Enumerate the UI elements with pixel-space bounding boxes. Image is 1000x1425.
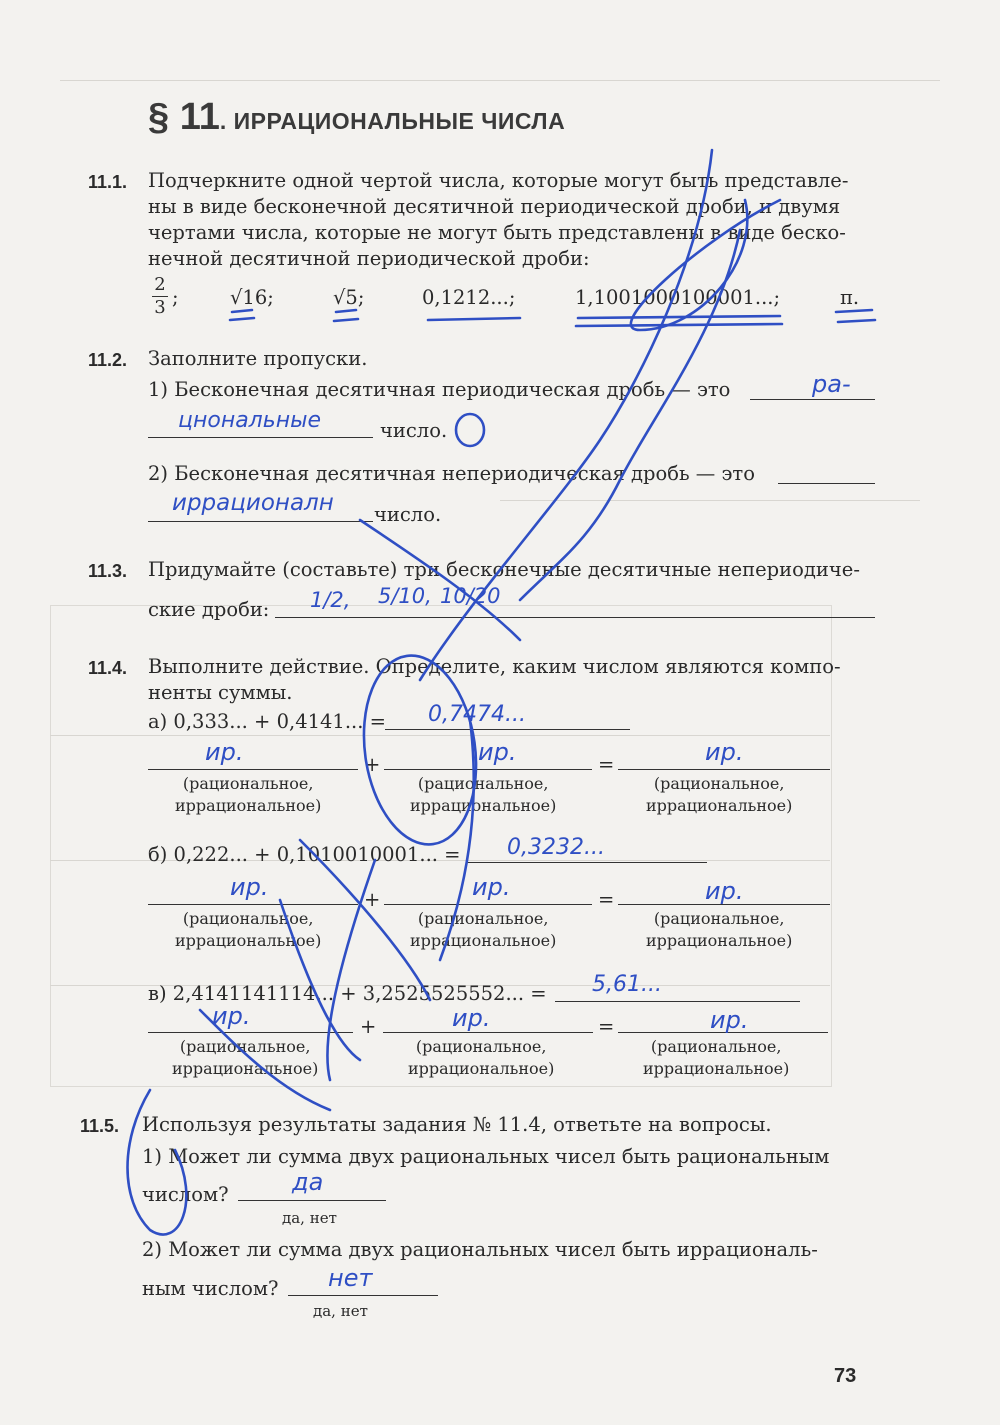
task-11-1-line: ны в виде бесконечной десятичной периодической дроби, и двумя (148, 195, 841, 218)
handwritten-answer: ир. (212, 1002, 251, 1030)
number-item: ; (172, 286, 179, 309)
task-11-2-q2: 2) Бесконечная десятичная непериодическая дробь — это (148, 462, 755, 485)
handwritten-answer: ир. (705, 877, 744, 905)
equals-sign: = (598, 888, 615, 911)
task-11-2-intro: Заполните пропуски. (148, 347, 368, 370)
handwritten-answer: 0,3232... (507, 835, 605, 860)
task-11-5-label: 11.5. (80, 1116, 120, 1136)
double-underline-mark (836, 310, 875, 322)
caption: (рациональное, иррациональное) (175, 909, 322, 950)
scribble-stroke (200, 1010, 330, 1110)
handwritten-answer: цнональные (178, 408, 321, 433)
page-number: 73 (834, 1365, 857, 1387)
handwritten-answer: ир. (472, 873, 511, 901)
task-11-4-line2: ненты суммы. (148, 681, 293, 704)
hint: да, нет (313, 1302, 368, 1320)
task-11-5-q1-line1: 1) Может ли сумма двух рациональных чисел быть рациональным (142, 1145, 830, 1168)
caption: (рациональное, иррациональное) (410, 909, 557, 950)
caption: (рациональное, иррациональное) (175, 774, 322, 815)
scribble-stroke (360, 520, 520, 640)
task-11-1-line: Подчеркните одной чертой числа, которые могут быть представле- (148, 169, 849, 192)
task-11-5-q1-line2: числом? (142, 1183, 229, 1206)
handwritten-answer: ир. (705, 738, 744, 766)
number-item: 0,1212...; (422, 286, 516, 309)
handwritten-answer: 0,7474... (428, 702, 526, 727)
task-11-4-label: 11.4. (88, 658, 128, 678)
plus-sign: + (360, 1015, 377, 1038)
handwritten-answer: 5/10, (378, 584, 432, 608)
handwritten-answer: ир. (478, 738, 517, 766)
handwritten-answer: 10/20 (440, 584, 501, 608)
caption: (рациональное, иррациональное) (172, 1037, 319, 1078)
task-11-4-c-expr: в) 2,4141141114... + 3,2525525552... = (148, 982, 547, 1005)
handwritten-answer: ир. (452, 1004, 491, 1032)
equals-sign: = (598, 1015, 615, 1038)
handwritten-answer: нет (328, 1264, 373, 1292)
number-item: √5; (333, 286, 365, 309)
plus-sign: + (364, 753, 381, 776)
number-item: π. (840, 286, 860, 309)
task-11-1-line: чертами числа, которые не могут быть представлены в виде беско- (148, 221, 846, 244)
handwritten-answer: 1/2, (310, 588, 351, 612)
task-11-4-b-expr: б) 0,222... + 0,1010010001... = (148, 843, 461, 866)
handwritten-answer: да (292, 1168, 324, 1196)
task-11-2-q1-end: число. (380, 419, 448, 442)
task-11-1-label: 11.1. (88, 172, 128, 192)
number-item: 1,1001000100001...; (575, 286, 781, 309)
plus-sign: + (364, 888, 381, 911)
double-underline-mark (230, 310, 254, 320)
scribble-stroke (520, 230, 740, 600)
scribble-stroke (280, 900, 360, 1060)
handwritten-answer: 5,61... (592, 972, 662, 997)
handwritten-answer: ир. (710, 1006, 749, 1034)
task-11-4-line1: Выполните действие. Определите, каким числом являются компо- (148, 655, 841, 678)
task-11-5-intro: Используя результаты задания № 11.4, ответьте на вопросы. (142, 1113, 772, 1136)
task-11-3-label: 11.3. (88, 561, 128, 581)
task-11-4-a-expr: а) 0,333... + 0,4141... = (148, 710, 386, 733)
circle-mark (456, 414, 484, 446)
caption: (рациональное, иррациональное) (646, 909, 793, 950)
caption: (рациональное, иррациональное) (643, 1037, 790, 1078)
task-11-3-line1: Придумайте (составьте) три бесконечные десятичные непериодиче- (148, 558, 860, 581)
scribble-stroke (128, 1090, 187, 1235)
number-item: √16; (230, 286, 274, 309)
handwritten-answer: ир. (205, 738, 244, 766)
task-11-5-q2-line1: 2) Может ли сумма двух рациональных чисел быть иррациональ- (142, 1238, 818, 1261)
task-11-2-q2-end: число. (374, 503, 442, 526)
task-11-5-q2-line2: ным числом? (142, 1277, 279, 1300)
handwritten-answer: иррационалн (172, 490, 334, 516)
fraction-denominator: 3 (154, 297, 166, 318)
handwritten-answer: ра- (812, 370, 851, 398)
caption: (рациональное, иррациональное) (410, 774, 557, 815)
caption: (рациональное, иррациональное) (408, 1037, 555, 1078)
handwritten-answer: ир. (230, 873, 269, 901)
hint: да, нет (282, 1209, 337, 1227)
fraction-numerator: 2 (154, 274, 166, 295)
scribble-stroke (300, 840, 430, 1000)
section-heading: . ИРРАЦИОНАЛЬНЫЕ ЧИСЛА (219, 108, 566, 134)
task-11-2-label: 11.2. (88, 350, 128, 370)
equals-sign: = (598, 753, 615, 776)
underline-mark (428, 318, 520, 320)
task-11-3-line2: ские дроби: (148, 598, 270, 621)
task-11-1-line: нечной десятичной периодической дроби: (148, 247, 590, 270)
scribble-stroke (631, 200, 780, 330)
section-number: § 11 (148, 96, 220, 138)
double-underline-mark (334, 310, 358, 321)
task-11-2-q1: 1) Бесконечная десятичная периодическая дробь — это (148, 378, 731, 401)
caption: (рациональное, иррациональное) (646, 774, 793, 815)
